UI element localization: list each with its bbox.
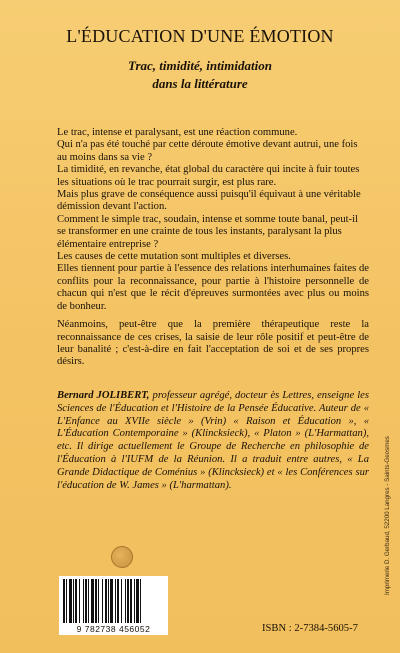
barcode-bar [105,579,107,623]
barcode-bar [125,579,126,623]
printer-note: Imprimerie D. Gerbaud, 52200 Langres - Saints-Geosmes [384,436,391,595]
author-bio [57,390,369,492]
barcode-bar [69,579,72,623]
barcode-bar [91,579,94,623]
book-title: L'ÉDUCATION D'UNE ÉMOTION [66,26,334,46]
barcode-bar [134,579,135,623]
blurb-paragraph: Mais plus grave de conséquence aussi puisqu'il équivaut à une véritable démission devant l'action. [57,189,361,213]
blurb-paragraph: Les causes de cette mutation sont multiples et diverses. [57,251,291,263]
barcode-bar [127,579,129,623]
blurb-paragraph: Qui n'a pas été touché par cette déroute émotive devant autrui, une fois au moins dans sa vie ? [57,139,358,163]
barcode-number: 9 782738 456052 [76,624,151,634]
barcode-bar [88,579,89,623]
barcode-bar [108,579,109,623]
blurb-paragraph: Néanmoins, peut-être que la première thérapeutique reste la reconnaissance de ces crises, la saisie de leur rôle positif et peut-être de leur banalité ; c'est-à-dire en fait l'acceptation de soi et de ses propres désirs. [57,319,369,368]
barcode-bar [121,579,122,623]
barcode-bar [73,579,74,623]
barcode-bar [95,579,97,623]
blurb [57,127,369,369]
barcode [59,576,168,635]
book-subtitle-line1: Trac, timidité, intimidation [128,58,272,73]
barcode-bars [63,579,164,623]
barcode-bar [140,579,141,623]
barcode-bar [85,579,87,623]
barcode-bar [98,579,99,623]
barcode-bar [115,579,116,623]
barcode-bar [117,579,119,623]
barcode-bar [75,579,77,623]
isbn: ISBN : 2-7384-5605-7 [262,623,358,634]
blurb-paragraph: Le trac, intense et paralysant, est une réaction commune. [57,127,298,138]
blurb-paragraph: Comment le simple trac, soudain, intense et somme toute banal, peut-il se transformer en une crainte de tous les instants, paralysant la plus élémentaire entreprise ? [57,213,358,250]
barcode-bar [66,579,67,623]
barcode-bar [110,579,113,623]
author-bio-text: professeur agrégé, docteur ès Lettres, enseigne les Sciences de l'Éducation et l'Histoire de la Pensée Éducative. Auteur de « L'Enfance au XVIIe siècle » (Vrin) « Raison et Éducation », « L'Éducation Contemporaine » (Klincksieck), « Platon » (L'Harmattan), etc. Il dirige actuellement le Groupe de Recherche en philosophie de l'Éducation à l'IUFM de la Réunion. Il a traduit entre autres, « La Grande Didactique de Coménius » (Klincksieck) et « les Conférences sur l'éducation de W. James » (L'harmattan). [57,390,369,491]
barcode-bar [136,579,139,623]
barcode-bar [130,579,132,623]
barcode-bar [83,579,84,623]
barcode-bar [79,579,80,623]
blurb-paragraph: Elles tiennent pour partie à l'essence des relations interhumaines faites de conflits pour la reconnaissance, pour partie à l'histoire personnelle de chacun qui n'est que le récit d'épreuves surmontées avec plus ou moins de bonheur. [57,263,369,312]
blurb-paragraph: La timidité, en revanche, état global du caractère qui incite à fuir toutes les situations où le trac pourrait surgir, est plus rare. [57,164,360,188]
barcode-bar [102,579,103,623]
barcode-bar [63,579,65,623]
book-subtitle-line2: dans la littérature [152,76,248,91]
publisher-emblem-icon [111,546,133,568]
author-name: Bernard JOLIBERT, [57,390,150,401]
